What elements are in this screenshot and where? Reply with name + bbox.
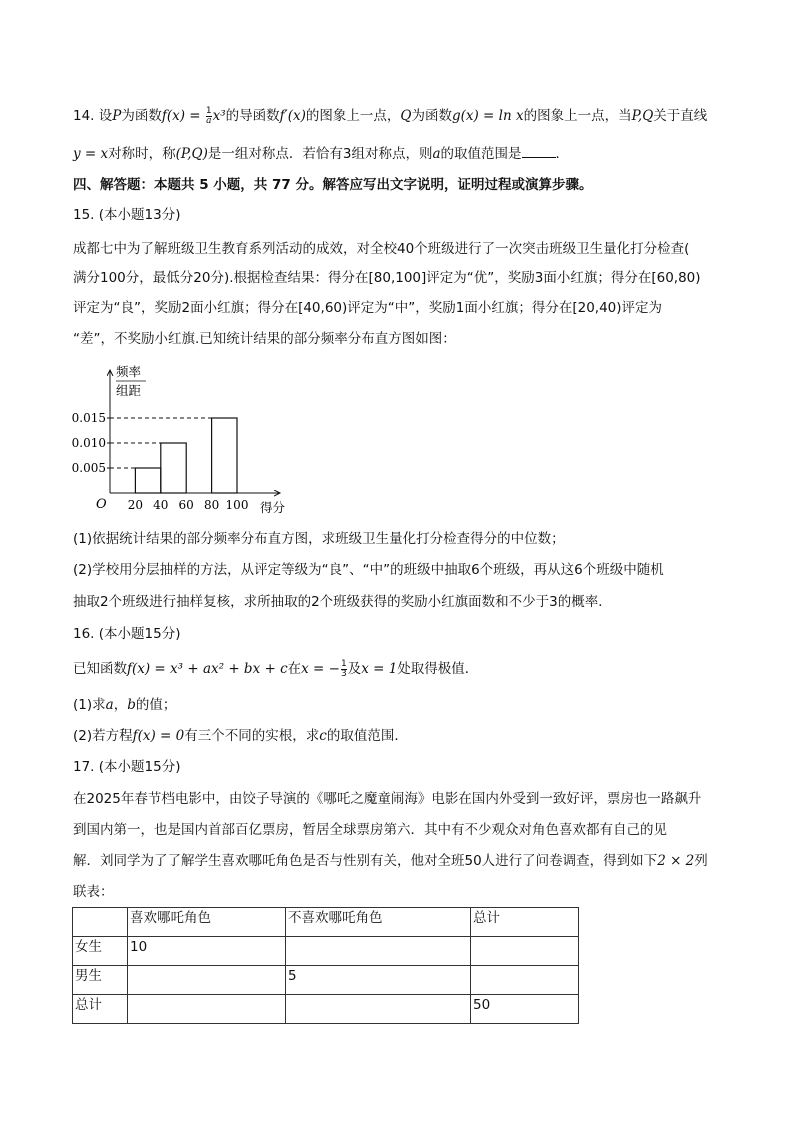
text: 及 bbox=[347, 661, 362, 677]
text: 为函数 bbox=[411, 108, 452, 124]
table-cell bbox=[286, 995, 471, 1024]
q15-subquestion-2-line-1: (2)学校用分层抽样的方法，从评定等级为“良”、“中”的班级中抽取6个班级，再从这6个班级中随机 bbox=[73, 562, 664, 578]
text: (2)若方程 bbox=[73, 728, 133, 744]
text: 列 bbox=[694, 853, 708, 869]
table-row bbox=[73, 937, 579, 966]
math-expr: g(x) = ln x bbox=[451, 108, 524, 124]
math-expr: f(x) = 0 bbox=[132, 728, 185, 744]
fraction-denominator: a bbox=[206, 115, 212, 126]
text: 的取值范围． bbox=[326, 728, 408, 744]
y-axis-label-top: 频率 bbox=[116, 364, 142, 379]
origin-label: O bbox=[96, 497, 107, 512]
y-tick-label: 0.010 bbox=[71, 436, 106, 450]
text: 为函数 bbox=[121, 108, 162, 124]
text: ． bbox=[555, 146, 570, 162]
text: 的图象上一点， bbox=[305, 108, 401, 124]
math-expr: 2 × 2 bbox=[657, 853, 695, 869]
q17-heading: 17. (本小题15分) bbox=[73, 759, 181, 775]
text: 在 bbox=[287, 661, 302, 677]
math-var: b bbox=[127, 697, 136, 713]
x-tick-label: 80 bbox=[203, 498, 220, 512]
q14-line-2 bbox=[73, 144, 569, 164]
q15-para-line-4: “差”，不奖励小红旗.已知统计结果的部分频率分布直方图如图： bbox=[73, 331, 456, 347]
math-expr: x³ bbox=[212, 108, 226, 124]
fraction-numerator: 1 bbox=[205, 105, 212, 116]
math-var: P bbox=[112, 108, 122, 124]
table-cell bbox=[128, 995, 286, 1024]
fraction bbox=[341, 660, 347, 679]
table-cell: 总计 bbox=[73, 995, 128, 1024]
table-cell bbox=[286, 937, 471, 966]
x-tick-label: 20 bbox=[127, 498, 144, 512]
table-cell: 男生 bbox=[73, 966, 128, 995]
text: (1)求 bbox=[73, 697, 106, 713]
q17-para-line-2: 到国内第一，也是国内首部百亿票房，暂居全球票房第六．其中有不少观众对角色喜欢都有自己的见 bbox=[73, 822, 667, 838]
fraction bbox=[206, 107, 212, 126]
math-var: c bbox=[319, 728, 327, 744]
math-var: a bbox=[432, 146, 441, 162]
math-expr: (P,Q) bbox=[175, 146, 208, 162]
fraction-numerator: 1 bbox=[340, 658, 347, 669]
text: 关于直线 bbox=[653, 108, 708, 124]
q17-para-line-4: 联表： bbox=[73, 884, 114, 900]
text: 对称时，称 bbox=[108, 146, 176, 162]
math-expr: P,Q bbox=[631, 108, 654, 124]
table-header-cell bbox=[73, 908, 128, 937]
table-row bbox=[73, 995, 579, 1024]
x-tick-label: 40 bbox=[153, 498, 169, 512]
q15-para-line-1: 成都七中为了解班级卫生教育系列活动的成效，对全校40个班级进行了一次突击班级卫生量化打分检查( bbox=[73, 241, 690, 257]
y-axis-label-bottom: 组距 bbox=[116, 383, 142, 398]
q15-para-line-3: 评定为“良”，奖励2面小红旗；得分在[40,60)评定为“中”，奖励1面小红旗；得分在[20,40)评定为 bbox=[73, 300, 663, 316]
table-header-cell: 不喜欢哪吒角色 bbox=[286, 908, 471, 937]
text: 是一组对称点．若恰有3组对称点，则 bbox=[207, 146, 433, 162]
text: 已知函数 bbox=[73, 661, 127, 677]
table-cell: 10 bbox=[128, 937, 286, 966]
y-tick-label: 0.005 bbox=[71, 461, 106, 475]
q15-subquestion-2-line-2: 抽取2个班级进行抽样复核，求所抽取的2个班级获得的奖励小红旗面数和不少于3的概率． bbox=[73, 594, 612, 610]
q14-line-1 bbox=[73, 106, 707, 126]
text: 有三个不同的实根，求 bbox=[184, 728, 320, 744]
histogram-bar bbox=[212, 418, 237, 493]
table-row bbox=[73, 966, 579, 995]
q15-heading: 15. (本小题13分) bbox=[73, 207, 181, 223]
table-header-cell: 喜欢哪吒角色 bbox=[128, 908, 286, 937]
q17-para-line-3 bbox=[73, 851, 708, 871]
table-cell: 女生 bbox=[73, 937, 128, 966]
q16-subquestion-2 bbox=[73, 726, 408, 746]
y-tick-label: 0.015 bbox=[71, 411, 106, 425]
q16-heading: 16. (本小题15分) bbox=[73, 626, 181, 642]
q16-line-1 bbox=[73, 659, 478, 679]
math-expr: y = x bbox=[73, 146, 109, 162]
x-tick-label: 60 bbox=[178, 498, 194, 512]
math-expr: f(x) = x³ + ax² + bx + c bbox=[127, 661, 288, 677]
table-cell bbox=[128, 966, 286, 995]
histogram-bar bbox=[161, 443, 186, 493]
q17-para-line-1: 在2025年春节档电影中，由饺子导演的《哪吒之魔童闹海》电影在国内外受到一致好评，票房也一路飙升 bbox=[73, 791, 702, 807]
text: 的取值范围是 bbox=[440, 146, 522, 162]
table-cell bbox=[471, 937, 579, 966]
histogram-bar bbox=[135, 468, 160, 493]
text: 的值； bbox=[135, 697, 177, 713]
fraction-denominator: 3 bbox=[340, 668, 347, 679]
table-header-row bbox=[73, 908, 579, 937]
q16-subquestion-1 bbox=[73, 695, 176, 715]
table-header-cell: 总计 bbox=[471, 908, 579, 937]
x-axis-label: 得分 bbox=[260, 500, 286, 515]
answer-blank bbox=[522, 145, 556, 158]
text: 的导函数 bbox=[225, 108, 280, 124]
q14-number: 14. 设 bbox=[73, 108, 113, 124]
contingency-table bbox=[72, 907, 579, 1024]
math-expr: f(x) = bbox=[161, 108, 205, 124]
table-cell: 5 bbox=[286, 966, 471, 995]
text: 的图象上一点，当 bbox=[523, 108, 632, 124]
math-var: Q bbox=[400, 108, 412, 124]
math-expr: f′(x) bbox=[279, 108, 306, 124]
math-expr: x = − bbox=[301, 661, 340, 677]
text: 解．刘同学为了了解学生喜欢哪吒角色是否与性别有关，他对全班50人进行了问卷调查，得到如下 bbox=[73, 853, 658, 869]
math-expr: x = 1 bbox=[361, 661, 398, 677]
table-cell: 50 bbox=[471, 995, 579, 1024]
x-tick-label: 100 bbox=[225, 498, 249, 512]
text: 处取得极值． bbox=[397, 661, 479, 677]
section-heading: 四、解答题：本题共 5 小题，共 77 分。解答应写出文字说明，证明过程或演算步骤。 bbox=[73, 177, 593, 193]
q15-para-line-2: 满分100分，最低分20分).根据检查结果：得分在[80,100]评定为“优”，奖励3面小红旗；得分在[60,80) bbox=[73, 270, 701, 286]
text: ， bbox=[113, 697, 128, 713]
q15-subquestion-1: (1)依据统计结果的部分频率分布直方图，求班级卫生量化打分检查得分的中位数； bbox=[73, 531, 565, 547]
frequency-histogram bbox=[70, 360, 300, 520]
math-var: a bbox=[105, 697, 114, 713]
table-cell bbox=[471, 966, 579, 995]
